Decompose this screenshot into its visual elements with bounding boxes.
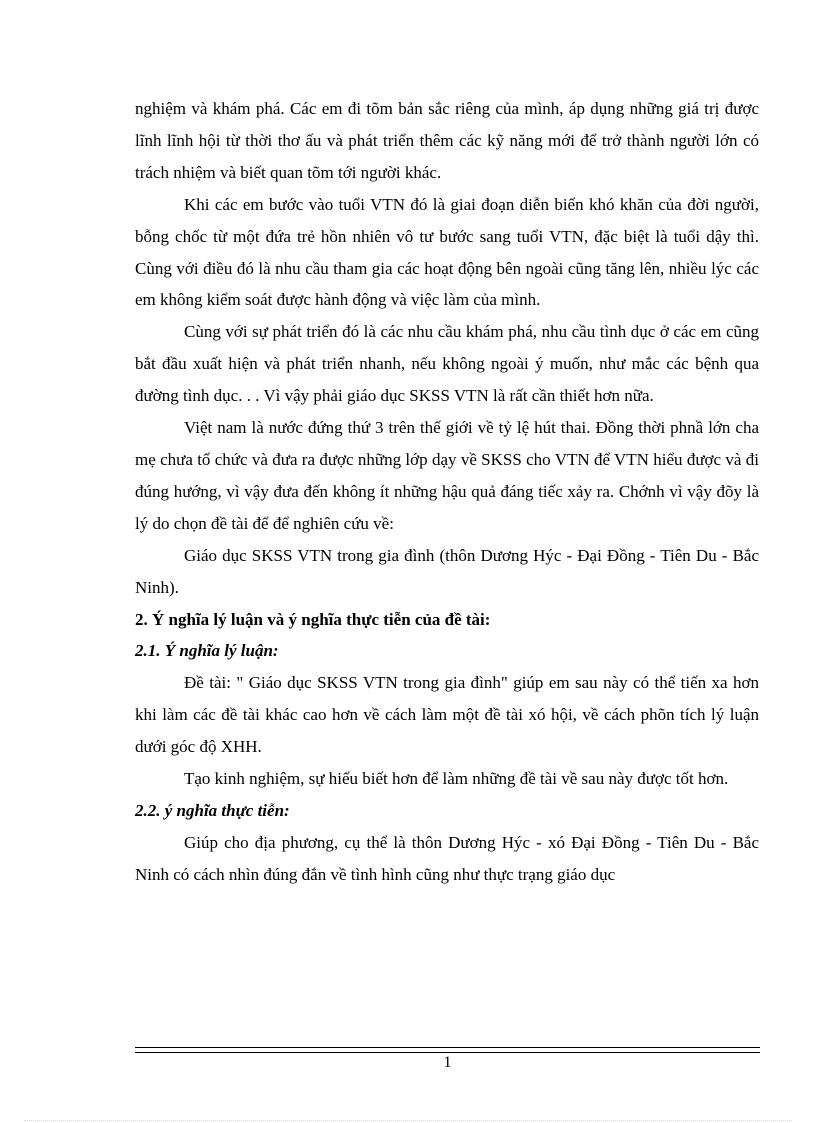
paragraph-development-needs: Cùng với sự phát triển đó là các nhu cầu khám phá, nhu cầu tình dục ở các em cũng bắt đầu xuất hiện và phát triển nhanh, nếu không ngoài ý muốn, như mắc các bệnh qua đường tình dục. . . Vì vậy phải giáo dục SKSS VTN là rất cần thiết hơn nữa. (135, 322, 759, 406)
paragraph-theoretical-1: Đề tài: " Giáo dục SKSS VTN trong gia đình" giúp em sau này có thể tiến xa hơn khi làm các đề tài khác cao hơn về cách làm một đề tài xó hội, về cách phõn tích lý luận dưới góc độ XHH. (135, 673, 759, 757)
paragraph-adolescence: Khi các em bước vào tuổi VTN đó là giai đoạn diễn biến khó khăn của đời người, bỗng chốc từ một đứa trẻ hồn nhiên vô tư bước sang tuổi VTN, đặc biệt là tuổi dậy thì. Cùng với điều đó là nhu cầu tham gia các hoạt động bên ngoài cũng tăng lên, nhiều lýc các em không kiểm soát được hành động và việc làm của mình. (135, 194, 759, 310)
paragraph-continuation: nghiệm và khám phá. Các em đi tõm bản sắc riêng của mình, áp dụng những giá trị được lĩnh lĩnh hội từ thời thơ ấu và phát triển thêm các kỹ năng mới để trở thành người lớn có trách nhiệm và biết quan tõm tới người khác. (135, 99, 759, 182)
paragraph-theoretical-2: Tạo kinh nghiệm, sự hiểu biết hơn để làm những đề tài về sau này được tốt hơn. (184, 769, 729, 789)
subheading-theoretical: 2.1. Ý nghĩa lý luận: (135, 641, 279, 661)
paragraph-practical-1: Giúp cho địa phương, cụ thể là thôn Dương Hýc - xó Đại Đồng - Tiên Du - Bắc Ninh có cách nhìn đúng đắn về tình hình cũng như thực trạng giáo dục (135, 832, 759, 884)
page-body (135, 93, 759, 891)
section-heading-significance: 2. Ý nghĩa lý luận và ý nghĩa thực tiễn của đề tài: (135, 609, 491, 629)
page-edge-divider (24, 1120, 792, 1121)
subheading-practical: 2.2. ý nghĩa thực tiễn: (135, 800, 290, 820)
paragraph-topic-title: Giáo dục SKSS VTN trong gia đình (thôn Dương Hýc - Đại Đồng - Tiên Du - Bắc Ninh). (135, 545, 759, 597)
page-number: 1 (443, 1054, 452, 1071)
paragraph-vietnam-statistics: Việt nam là nước đứng thứ 3 trên thế giới về tỷ lệ hút thai. Đồng thời phnầ lớn cha mẹ chưa tổ chức và đưa ra được những lớp dạy về SKSS cho VTN để VTN hiểu được và đi đúng hướng, vì vậy đưa đến không ít những hậu quả đáng tiếc xảy ra. Chớnh vì vậy đõy là lý do chọn đề tài để để nghiên cứu về: (135, 418, 759, 533)
